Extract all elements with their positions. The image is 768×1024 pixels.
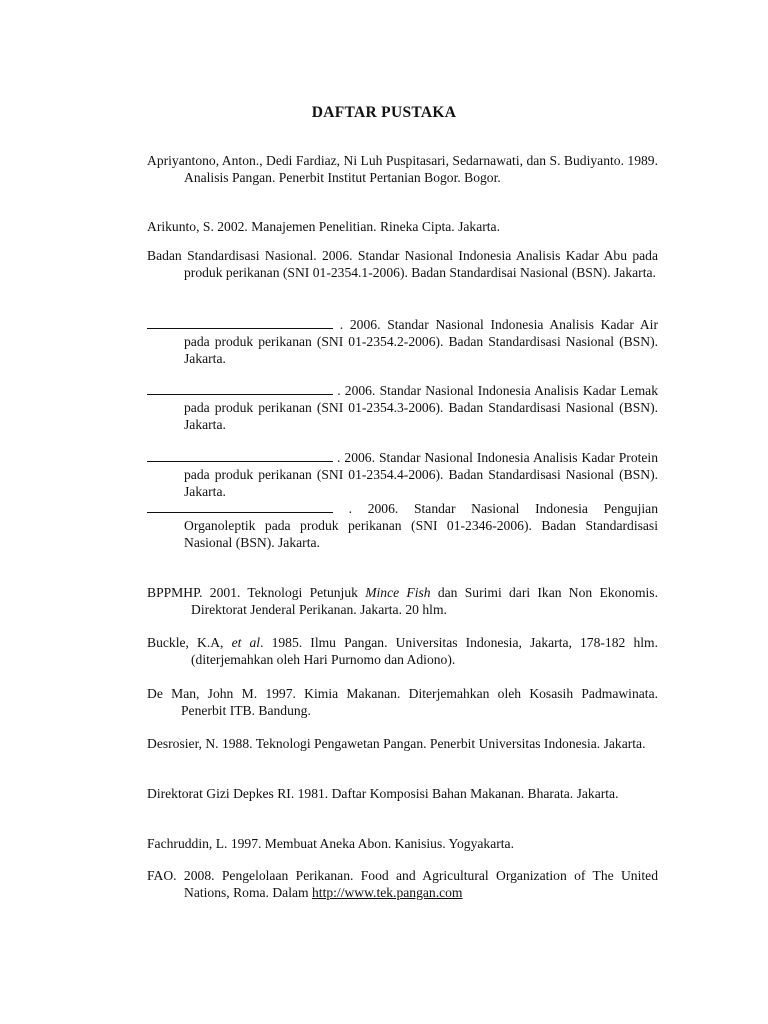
ditto-line (147, 450, 333, 462)
ditto-line (147, 383, 333, 395)
reference-text: BPPMHP. 2001. Teknologi Petunjuk (147, 585, 366, 600)
reference-entry (147, 867, 658, 901)
reference-entry: De Man, John M. 1997. Kimia Makanan. Diterjemahkan oleh Kosasih Padmawinata. Penerbit ITB. Bandung. (147, 686, 658, 718)
reference-entry (147, 634, 658, 668)
page-title: DAFTAR PUSTAKA (311, 104, 457, 121)
reference-italic: et al (231, 635, 261, 650)
reference-entry (147, 449, 658, 500)
ditto-line (147, 317, 333, 329)
reference-italic: Mince Fish (365, 585, 431, 600)
reference-entry: Direktorat Gizi Depkes RI. 1981. Daftar Komposisi Bahan Makanan. Bharata. Jakarta. (147, 786, 619, 801)
reference-entry (147, 316, 658, 367)
reference-entry: Badan Standardisasi Nasional. 2006. Standar Nasional Indonesia Analisis Kadar Abu pada produk perikanan (SNI 01-2354.1-2006). Badan Standardisai Nasional (BSN). Jakarta. (147, 248, 658, 280)
reference-text: . 1985. Ilmu Pangan. Universitas Indonesia, Jakarta, 178-182 hlm. (diterjemahkan oleh Hari Purnomo dan Adiono). (191, 635, 658, 667)
reference-text: . 2006. Standar Nasional Indonesia Pengujian Organoleptik pada produk perikanan (SNI 01-2346-2006). Badan Standardisasi Nasional (BSN). Jakarta. (184, 501, 658, 550)
reference-text: . 2006. Standar Nasional Indonesia Analisis Kadar Lemak pada produk perikanan (SNI 01-2354.3-2006). Badan Standardisasi Nasional (BSN). Jakarta. (184, 383, 658, 432)
reference-entry (147, 584, 658, 618)
reference-text: dan Surimi dari Ikan Non Ekonomis. Direktorat Jenderal Perikanan. Jakarta. 20 hlm. (191, 585, 658, 617)
reference-entry: Apriyantono, Anton., Dedi Fardiaz, Ni Luh Puspitasari, Sedarnawati, dan S. Budiyanto. 1989. Analisis Pangan. Penerbit Institut Pertanian Bogor. Bogor. (147, 153, 658, 185)
reference-text: . 2006. Standar Nasional Indonesia Analisis Kadar Protein pada produk perikanan (SNI 01-2354.4-2006). Badan Standardisasi Nasional (BSN). Jakarta. (184, 450, 658, 499)
reference-entry: Fachruddin, L. 1997. Membuat Aneka Abon. Kanisius. Yogyakarta. (147, 836, 514, 851)
reference-entry: Desrosier, N. 1988. Teknologi Pengawetan Pangan. Penerbit Universitas Indonesia. Jakarta. (147, 736, 646, 751)
ditto-line (147, 501, 333, 513)
reference-entry (147, 500, 658, 551)
reference-text: Buckle, K.A, (147, 635, 232, 650)
reference-entry (147, 382, 658, 433)
reference-text: . 2006. Standar Nasional Indonesia Analisis Kadar Air pada produk perikanan (SNI 01-2354.2-2006). Badan Standardisasi Nasional (BSN). Jakarta. (184, 317, 658, 366)
reference-entry: Arikunto, S. 2002. Manajemen Penelitian. Rineka Cipta. Jakarta. (147, 219, 500, 234)
reference-link[interactable]: http://www.tek.pangan.com (312, 885, 463, 900)
reference-text: FAO. 2008. Pengelolaan Perikanan. Food and Agricultural Organization of The United Nations, Roma. Dalam (147, 868, 658, 900)
